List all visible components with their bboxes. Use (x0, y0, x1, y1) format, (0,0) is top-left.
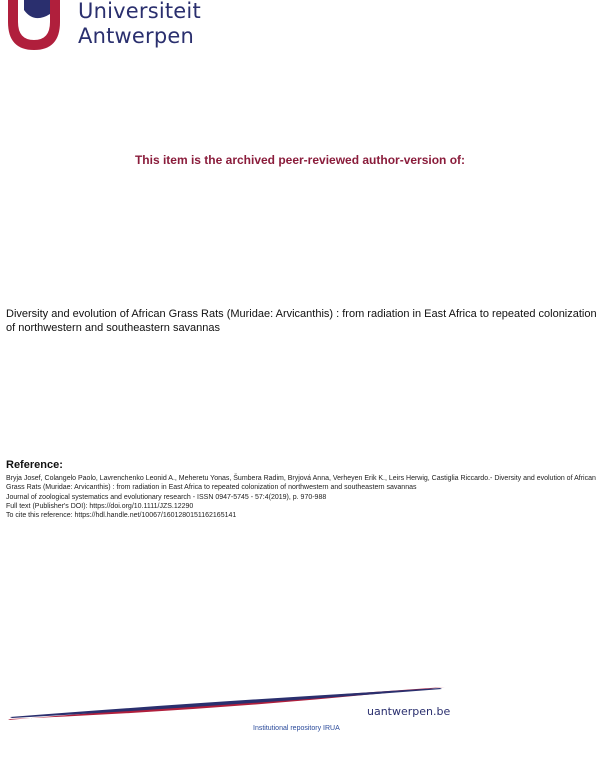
reference-fulltext[interactable]: Full text (Publisher's DOI): https://doi.org/10.1111/JZS.12290 (6, 502, 194, 510)
reference-cite-link[interactable]: To cite this reference: https://hdl.handle.net/10067/1601280151162165141 (6, 512, 237, 520)
footer-repository-label: Institutional repository IRUA (253, 725, 340, 732)
reference-block (6, 474, 598, 520)
reference-heading: Reference: (6, 459, 63, 471)
article-title: Diversity and evolution of African Grass Rats (Muridae: Arvicanthis) : from radiation in East Africa to repeated colonization of northwestern and southeastern savannas (6, 308, 597, 334)
reference-journal: Journal of zoological systematics and evolutionary research - ISSN 0947-5745 - 57:4(2019), p. 970-988 (6, 493, 327, 501)
logo-text-universiteit: Universiteit (78, 0, 201, 23)
archived-notice: This item is the archived peer-reviewed author-version of: (134, 153, 466, 167)
university-emblem-icon (0, 0, 70, 56)
reference-citation: Bryja Josef, Colangelo Paolo, Lavrenchenko Leonid A., Meheretu Yonas, Šumbera Radim, Bryjová Anna, Verheyen Erik K., Leirs Herwig, Castiglia Riccardo.- Diversity and evolution of African Grass Rats (Muridae: Arvicanthis) : from radiation in East Africa to repeated colonization of northwestern and southeastern savannas (6, 475, 596, 492)
university-logo (0, 0, 200, 60)
logo-text-antwerpen: Antwerpen (78, 24, 194, 48)
footer-site-link[interactable]: uantwerpen.be (367, 705, 451, 718)
